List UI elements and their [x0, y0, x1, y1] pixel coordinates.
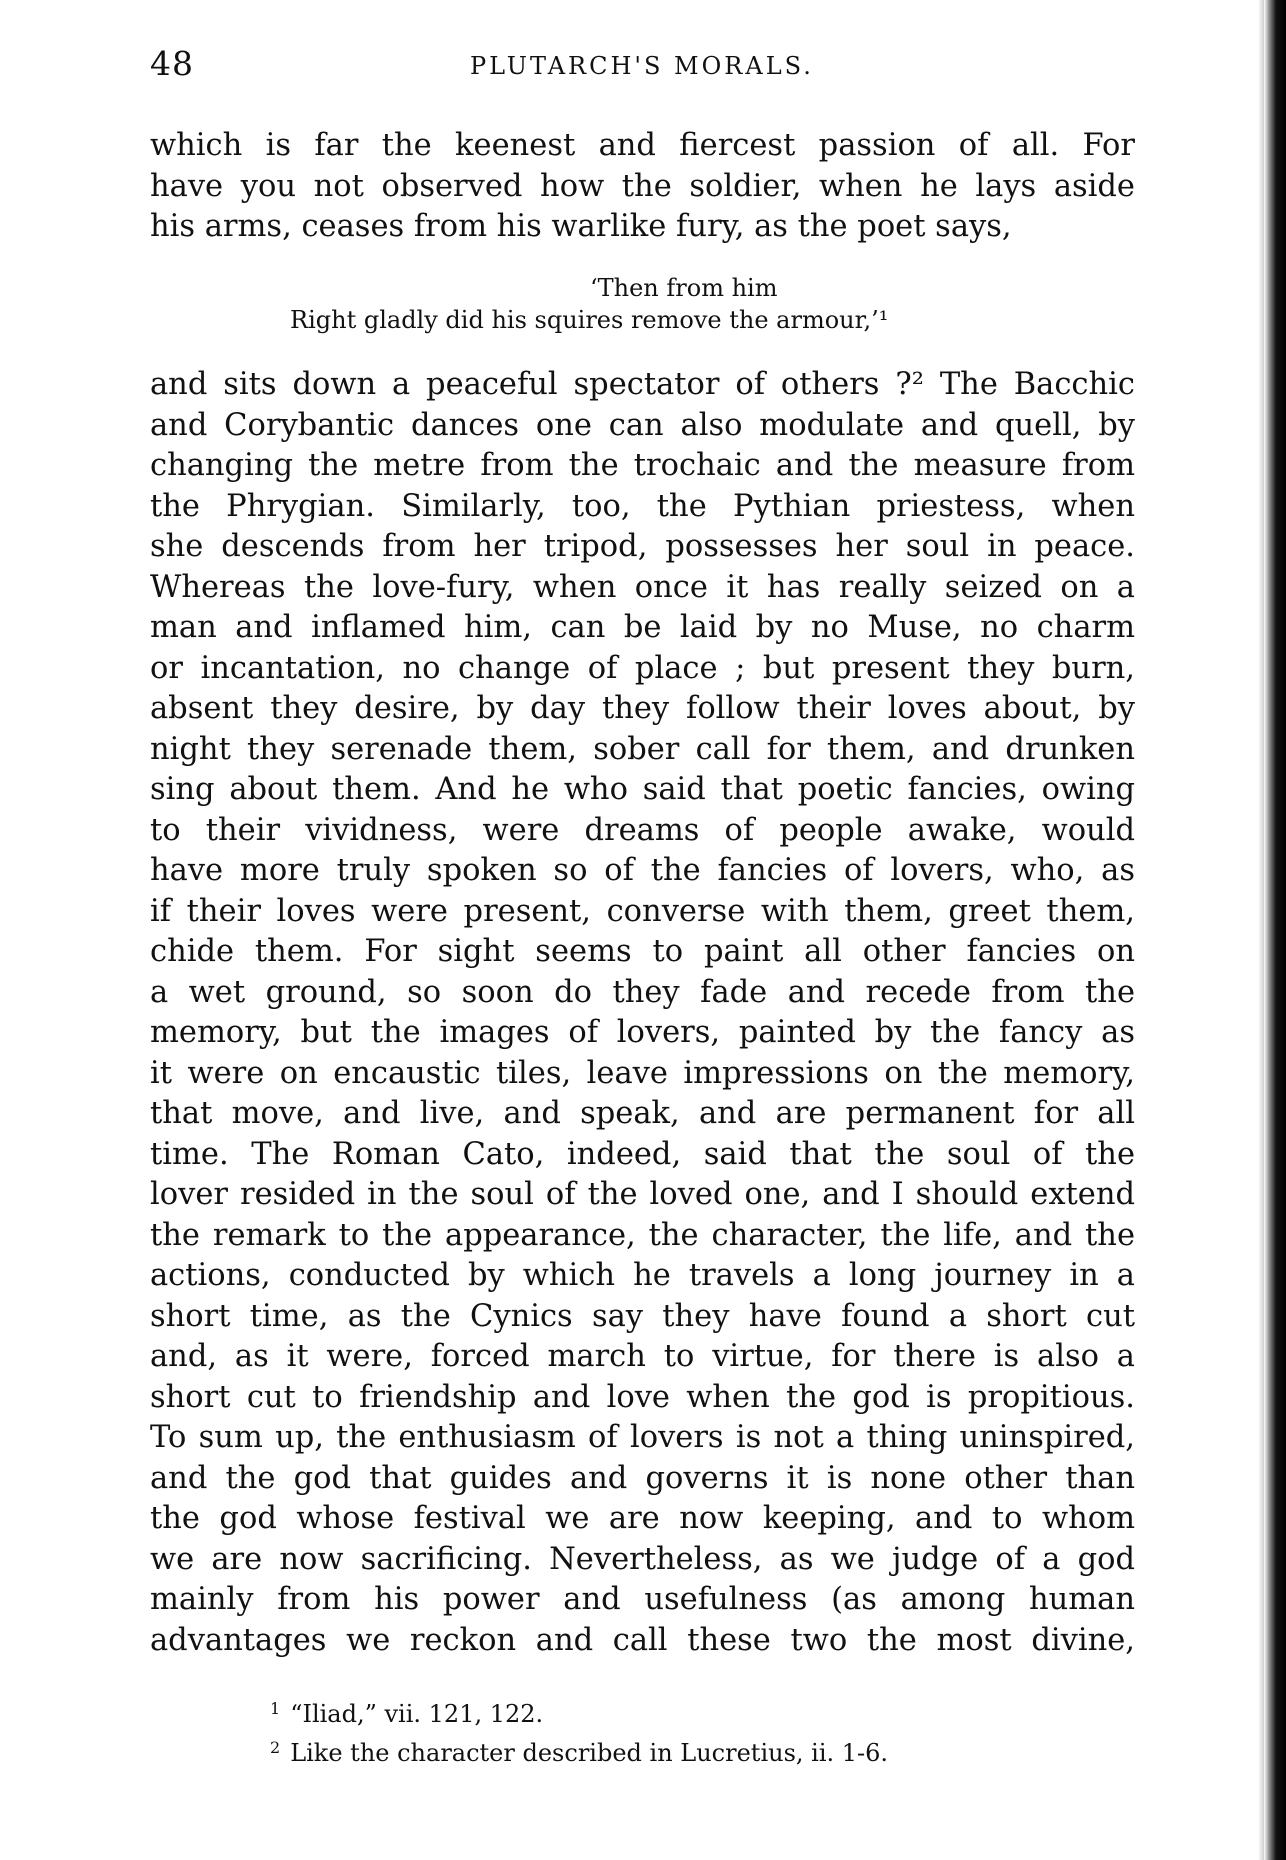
text-line: have you not observed how the soldier, when he lays aside	[150, 168, 1135, 204]
text-line: absent they desire, by day they follow their loves about, by	[150, 691, 1135, 726]
paragraph-main	[150, 365, 1135, 1661]
text-line: the remark to the appearance, the character, the life, and the	[150, 1217, 1135, 1253]
text-line: and, as it were, forced march to virtue, for there is also a	[150, 1339, 1135, 1374]
text-line: advantages we reckon and call these two the most divine,	[150, 1622, 1135, 1658]
text-line: or incantation, no change of place ; but present they burn,	[150, 650, 1135, 686]
text-line: changing the metre from the trochaic and the measure from	[150, 448, 1135, 483]
footnote-text: Like the character described in Lucretius, ii. 1-6.	[290, 1739, 889, 1767]
text-line: short cut to friendship and love when the god is propitious.	[150, 1379, 1135, 1415]
text-line: actions, conducted by which he travels a long journey in a	[150, 1258, 1135, 1293]
footnote-number: 2	[270, 1738, 281, 1757]
page-header	[150, 44, 1135, 94]
text-line: and sits down a peaceful spectator of others ?² The Bacchic	[150, 367, 1135, 402]
text-line: she descends from her tripod, possesses her soul in peace.	[150, 529, 1135, 564]
text-line: lover resided in the soul of the loved one, and I should extend	[150, 1177, 1135, 1212]
text-line: To sum up, the enthusiasm of lovers is not a thing uninspired,	[150, 1420, 1135, 1455]
text-line: have more truly spoken so of the fancies of lovers, who, as	[150, 853, 1135, 888]
text-line: that move, and live, and speak, and are permanent for all	[150, 1096, 1135, 1131]
text-line: and Corybantic dances one can also modulate and quell, by	[150, 407, 1135, 443]
text-line: short time, as the Cynics say they have found a short cut	[150, 1298, 1135, 1334]
running-head: PLUTARCH'S MORALS.	[470, 52, 814, 80]
text-line: Whereas the love-fury, when once it has really seized on a	[150, 569, 1135, 605]
text-line: we are now sacrificing. Nevertheless, as we judge of a god	[150, 1541, 1135, 1577]
text-line: if their loves were present, converse with them, greet them,	[150, 893, 1135, 929]
text-line: which is far the keenest and fiercest passion of all. For	[150, 128, 1135, 163]
footnote-number: 1	[270, 1699, 281, 1718]
text-line: night they serenade them, sober call for them, and drunken	[150, 731, 1135, 767]
text-line: the god whose festival we are now keeping, and to whom	[150, 1501, 1135, 1536]
text-line: his arms, ceases from his warlike fury, as the poet says,	[150, 209, 1012, 244]
text-line: sing about them. And he who said that poetic fancies, owing	[150, 772, 1135, 807]
quote-line: ‘Then from him	[590, 274, 778, 302]
text-line: time. The Roman Cato, indeed, said that the soul of the	[150, 1136, 1135, 1172]
text-line: mainly from his power and usefulness (as among human	[150, 1582, 1135, 1617]
footnote-text: “Iliad,” vii. 121, 122.	[290, 1700, 544, 1728]
footnote	[270, 1692, 888, 1731]
text-line: man and inflamed him, can be laid by no Muse, no charm	[150, 610, 1135, 645]
paragraph-top	[150, 126, 1135, 248]
page-number: 48	[150, 44, 194, 83]
footnote	[270, 1731, 888, 1770]
text-line: the Phrygian. Similarly, too, the Pythian priestess, when	[150, 488, 1135, 524]
text-line: chide them. For sight seems to paint all other fancies on	[150, 934, 1135, 969]
footnotes	[270, 1692, 888, 1770]
quote-line: Right gladly did his squires remove the armour,’¹	[290, 306, 889, 334]
text-line: memory, but the images of lovers, painted by the fancy as	[150, 1015, 1135, 1050]
text-line: a wet ground, so soon do they fade and recede from the	[150, 974, 1135, 1010]
verse-quote	[150, 272, 1135, 336]
text-line: and the god that guides and governs it is none other than	[150, 1460, 1135, 1496]
text-line: to their vividness, were dreams of people awake, would	[150, 812, 1135, 848]
text-line: it were on encaustic tiles, leave impressions on the memory,	[150, 1055, 1135, 1091]
book-binding-edge	[1264, 0, 1286, 1860]
